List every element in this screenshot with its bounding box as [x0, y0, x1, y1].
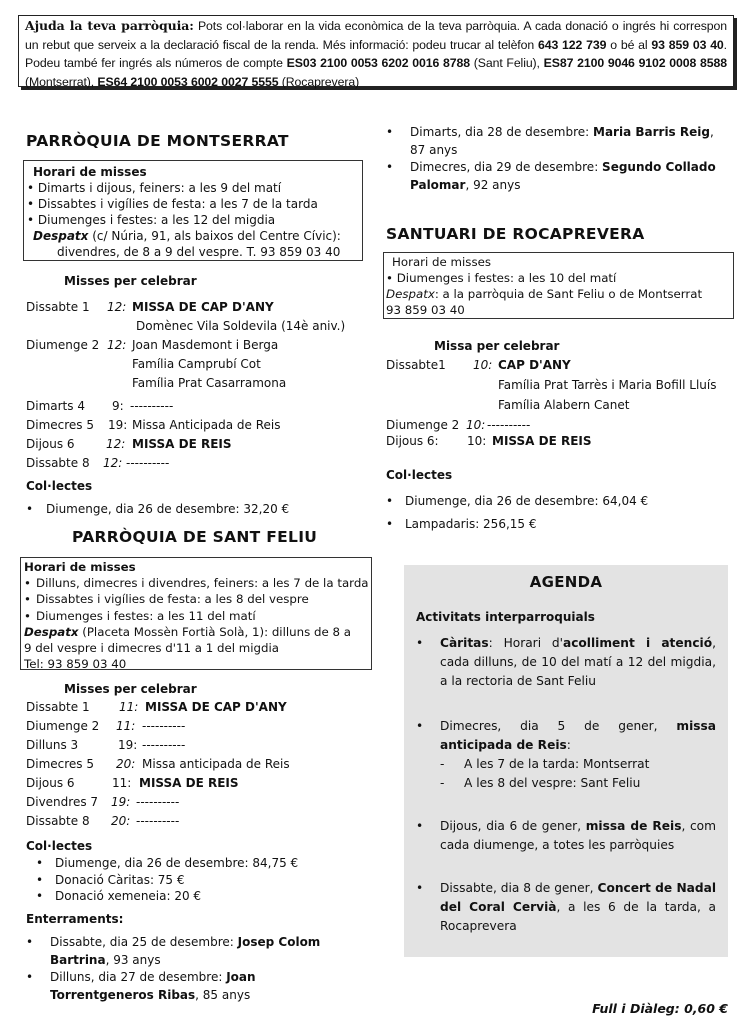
mass-time: 19:: [118, 738, 138, 752]
funeral-item: [386, 159, 736, 194]
collection-text: Donació xemeneia: 20 €: [55, 889, 202, 903]
montserrat-schedule-box: [23, 160, 363, 261]
agenda-subitem: [440, 774, 716, 793]
notice-text: . Podeu també fer ingrés als números de compte: [25, 37, 727, 70]
mass-intention: Missa Anticipada de Reis: [132, 418, 281, 432]
dash-icon: -: [440, 776, 445, 790]
office-phone: Tel: 93 859 03 40: [24, 657, 127, 672]
collection-text: Lampadaris: 256,15 €: [405, 517, 537, 531]
mass-time: 11:: [116, 719, 136, 733]
schedule-item: • Dissabtes i vigílies de festa: a les 7 de la tarda: [27, 197, 318, 211]
funeral-age: ,: [709, 125, 714, 139]
agenda-item-text: :: [566, 738, 571, 752]
schedule-item: [24, 608, 371, 624]
mass-row: [26, 338, 376, 357]
mass-row: [26, 757, 376, 776]
office-info: [24, 624, 371, 640]
funeral-name: Segundo Collado: [602, 160, 716, 174]
bullet-icon: •: [386, 160, 394, 174]
mass-intention: Missa anticipada de Reis: [142, 757, 290, 771]
mass-intention: Família Alabern Canet: [498, 398, 630, 412]
agenda-item: [416, 817, 716, 855]
agenda-item-text: Dimecres, dia 5 de gener,: [440, 719, 677, 733]
account-label: (Rocaprevera): [278, 74, 360, 89]
mass-day: Dijous 6: [26, 776, 75, 790]
mass-day: Dissabte 1: [26, 300, 90, 314]
notice-lead: Ajuda la teva parròquia:: [25, 18, 194, 33]
montserrat-masses-list: [26, 300, 376, 475]
funerals-list: [26, 934, 366, 1004]
notice-phone-1: 643 122 739: [537, 37, 607, 52]
bullet-icon: •: [26, 970, 34, 984]
mass-intention: ----------: [136, 795, 180, 809]
collection-item: [36, 872, 298, 889]
mass-intention: ----------: [126, 456, 170, 470]
account-rocaprevera: ES64 2100 0053 6002 0027 5555: [97, 74, 279, 89]
collection-text: Diumenge, dia 26 de desembre: 32,20 €: [46, 502, 290, 516]
funeral-name: Joan: [226, 970, 256, 984]
mass-time: 19:: [111, 795, 131, 809]
agenda-subitem-text: A les 8 del vespre: Sant Feliu: [464, 776, 641, 790]
bullet-icon: •: [24, 576, 31, 591]
agenda-item-bold: Concert de Nadal del Coral Cervià: [440, 881, 716, 914]
schedule-item: • Diumenges i festes: a les 10 del matí: [386, 271, 617, 285]
funeral-name: Josep Colom: [237, 935, 321, 949]
mass-intention: Domènec Vila Soldevila (14è aniv.): [136, 319, 346, 333]
santfeliu-collections-heading: Col·lectes: [26, 839, 93, 853]
bullet-icon: •: [416, 719, 424, 733]
mass-time: 12:: [107, 300, 127, 314]
schedule-heading: Horari de misses: [33, 165, 147, 179]
mass-row: [26, 795, 376, 814]
funeral-age: , 93 anys: [105, 952, 161, 967]
office-phone: 93 859 03 40: [386, 303, 465, 317]
collection-item: [386, 490, 648, 513]
mass-row: [26, 357, 376, 376]
rocaprevera-masses-list: [386, 358, 736, 450]
collection-item: [36, 888, 298, 905]
bullet-icon: •: [416, 881, 424, 895]
mass-row: [386, 358, 736, 378]
mass-intention: Família Prat Tarrès i Maria Bofill Lluís: [498, 378, 717, 392]
mass-row: [26, 300, 376, 319]
rocaprevera-schedule-box: [383, 252, 734, 319]
agenda-subitem: [440, 755, 716, 774]
collection-text: Donació Càritas: 75 €: [55, 872, 185, 887]
mass-row: [26, 418, 376, 437]
schedule-text: Dissabtes i vigílies de festa: a les 8 del vespre: [36, 592, 309, 607]
agenda-item-text: : Horari d': [488, 636, 563, 650]
office-hours: 9 del vespre i dimecres d'11 a 1 del migdia: [24, 641, 280, 656]
funeral-date: Dissabte, dia 25 de desembre:: [50, 935, 238, 949]
mass-day: Divendres 7: [26, 795, 99, 809]
schedule-item: • Diumenges i festes: a les 12 del migdia: [27, 213, 276, 227]
office-info: [27, 228, 362, 244]
montserrat-collections-heading: Col·lectes: [26, 479, 93, 493]
collection-item: [36, 855, 298, 872]
mass-time: 11:: [119, 700, 139, 714]
collection-item: [386, 513, 648, 536]
mass-intention: MISSA DE CAP D'ANY: [145, 700, 287, 714]
agenda-item-text: , a les 6 de la tarda, a Rocaprevera: [440, 900, 716, 933]
schedule-item: [24, 575, 371, 591]
bullet-icon: •: [36, 856, 44, 870]
schedule-text: Diumenges i festes: a les 11 del matí: [36, 608, 256, 623]
mass-row: [26, 738, 376, 757]
account-label: (Montserrat),: [25, 74, 98, 89]
schedule-item: • Dimarts i dijous, feiners: a les 9 del matí: [27, 181, 282, 195]
agenda-item-text: Dissabte, dia 8 de gener,: [440, 881, 598, 895]
office-info: [386, 286, 733, 302]
mass-row: [26, 437, 376, 456]
mass-time: 12:: [107, 338, 127, 352]
mass-time: 10:: [466, 418, 486, 432]
mass-time: 20:: [111, 814, 131, 828]
mass-time: 12:: [106, 437, 126, 451]
mass-row: [386, 434, 736, 450]
bullet-icon: •: [386, 494, 394, 508]
agenda-item-bold: Càritas: [440, 636, 489, 650]
agenda-title: AGENDA: [529, 573, 603, 591]
agenda-item-bold: missa de Reis: [585, 819, 682, 833]
mass-intention: Família Prat Casarramona: [132, 376, 287, 390]
mass-day: Dissabte1: [386, 358, 446, 372]
agenda-item: [416, 634, 716, 691]
office-label: Despatx: [33, 229, 89, 243]
mass-time: 19:: [108, 418, 128, 432]
mass-time: 12:: [103, 456, 123, 470]
funeral-name: Palomar: [410, 177, 466, 192]
bullet-icon: •: [26, 935, 34, 949]
mass-intention: ----------: [142, 719, 186, 733]
montserrat-title: PARRÒQUIA DE MONTSERRAT: [26, 132, 289, 150]
mass-row: [386, 378, 736, 398]
bullet-icon: •: [26, 502, 34, 516]
santfeliu-masses-list: [26, 700, 376, 833]
funeral-name: Maria Barris Reig: [593, 125, 710, 139]
mass-day: Diumenge 2: [26, 719, 100, 733]
bullet-icon: •: [36, 872, 44, 887]
office-text: : a la parròquia de Sant Feliu o de Montserrat: [434, 287, 703, 301]
schedule-heading: Horari de misses: [392, 255, 492, 269]
mass-row: [26, 399, 376, 418]
santfeliu-schedule-box: [20, 557, 372, 670]
agenda-item: [416, 717, 716, 793]
funeral-date: Dimarts, dia 28 de desembre:: [410, 125, 594, 139]
rocaprevera-collections-heading: Col·lectes: [386, 468, 453, 482]
agenda-item: [416, 879, 716, 936]
mass-day: Dissabte 8: [26, 814, 90, 828]
mass-day: Dissabte 1: [26, 700, 90, 714]
bullet-icon: •: [36, 889, 44, 903]
montserrat-masses-heading: Misses per celebrar: [64, 274, 197, 288]
bullet-icon: •: [24, 592, 31, 607]
agenda-box: [404, 565, 728, 957]
mass-row: [386, 418, 736, 434]
rocaprevera-masses-heading: Missa per celebrar: [434, 339, 560, 353]
funeral-age: , 85 anys: [195, 987, 251, 1002]
funeral-item: [386, 124, 736, 159]
office-label: Despatx: [386, 287, 435, 301]
bullet-icon: •: [24, 608, 31, 623]
agenda-item-bold: missa anticipada de Reis: [440, 719, 716, 752]
rocaprevera-title: SANTUARI DE ROCAPREVERA: [386, 225, 645, 243]
mass-intention: MISSA DE REIS: [492, 434, 592, 448]
rocaprevera-collections-list: [386, 490, 648, 536]
mass-day: Dimarts 4: [26, 399, 85, 413]
mass-day: Dimecres 5: [26, 757, 94, 771]
schedule-item: [24, 591, 371, 607]
mass-row: [26, 776, 376, 795]
donation-notice-box: [18, 15, 734, 87]
funerals-heading: Enterraments:: [26, 912, 124, 926]
mass-row: [26, 456, 376, 475]
office-hours: divendres, de 8 a 9 del vespre. T. 93 859 03 40: [57, 245, 341, 259]
notice-phone-2: 93 859 03 40: [651, 37, 724, 52]
mass-intention: Família Camprubí Cot: [132, 357, 261, 371]
agenda-item-text: , cada dilluns, de 10 del matí a 12 del migdia, a la rectoria de Sant Feliu: [440, 636, 716, 688]
mass-intention: MISSA DE REIS: [139, 776, 239, 790]
bulletin-price: Full i Diàleg: 0,60 €: [592, 1001, 728, 1016]
mass-intention: Joan Masdemont i Berga: [132, 338, 279, 352]
bullet-icon: •: [416, 636, 424, 650]
mass-row: [26, 814, 376, 833]
mass-intention: MISSA DE REIS: [132, 437, 232, 451]
office-text: (Placeta Mossèn Fortià Solà, 1): dilluns de 8 a: [78, 624, 351, 639]
mass-row: [26, 700, 376, 719]
mass-intention: ----------: [136, 814, 180, 828]
funeral-age: , 92 anys: [465, 177, 521, 192]
mass-intention: ----------: [142, 738, 186, 752]
office-label: Despatx: [24, 624, 79, 639]
funeral-item: [26, 969, 366, 1004]
funeral-age: 87 anys: [410, 142, 458, 157]
santfeliu-masses-heading: Misses per celebrar: [64, 682, 197, 696]
bullet-icon: •: [386, 517, 394, 531]
mass-day: Dissabte 8: [26, 456, 90, 470]
mass-day: Dimecres 5: [26, 418, 94, 432]
schedule-text: Dilluns, dimecres i divendres, feiners: a les 7 de la tarda: [36, 576, 369, 591]
notice-text: Pots col·laborar en la vida econòmica de la teva parròquia. A cada donació o ingrés hi correspon un rebut que serveix a la declaració fiscal de la renda. Més informació: podeu trucar al telèfon: [25, 19, 727, 52]
mass-intention: ----------: [130, 399, 174, 413]
mass-time: 10:: [467, 434, 487, 448]
agenda-item-text: Dijous, dia 6 de gener,: [440, 819, 586, 833]
collection-text: Diumenge, dia 26 de desembre: 84,75 €: [55, 856, 299, 870]
mass-time: 20:: [116, 757, 136, 771]
mass-day: Dijous 6:: [386, 434, 439, 448]
mass-time: 11:: [112, 776, 132, 790]
account-label: (Sant Feliu),: [469, 56, 540, 70]
mass-row: [26, 376, 376, 395]
mass-day: Dilluns 3: [26, 738, 79, 752]
agenda-subitem-text: A les 7 de la tarda: Montserrat: [464, 757, 650, 771]
collection-text: Diumenge, dia 26 de desembre: 64,04 €: [405, 494, 649, 508]
account-montserrat: ES87 2100 9046 9102 0008 8588: [543, 56, 727, 70]
santfeliu-title: PARRÒQUIA DE SANT FELIU: [72, 528, 318, 546]
mass-intention: CAP D'ANY: [498, 358, 571, 372]
funeral-name: Torrentgeneros Ribas: [50, 987, 196, 1002]
mass-time: 9:: [112, 399, 124, 413]
notice-text: o bé al: [606, 37, 652, 52]
agenda-subtitle: Activitats interparroquials: [416, 610, 595, 624]
mass-row: [26, 319, 376, 338]
dash-icon: -: [440, 757, 445, 771]
agenda-item-bold: acolliment i atenció: [562, 636, 713, 650]
funeral-date: Dimecres, dia 29 de desembre:: [410, 160, 603, 174]
collection-item: [26, 500, 289, 518]
funerals-list-continued: [386, 124, 736, 194]
mass-intention: ----------: [487, 418, 531, 432]
santfeliu-collections-list: [36, 855, 298, 905]
mass-time: 10:: [473, 358, 493, 372]
bullet-icon: •: [416, 819, 424, 833]
account-santfeliu: ES03 2100 0053 6202 0016 8788: [286, 56, 470, 70]
mass-row: [386, 398, 736, 418]
bullet-icon: •: [386, 125, 394, 139]
mass-day: Diumenge 2: [386, 418, 460, 432]
mass-intention: MISSA DE CAP D'ANY: [132, 300, 274, 314]
mass-day: Diumenge 2: [26, 338, 100, 352]
office-text: (c/ Núria, 91, als baixos del Centre Cívic):: [88, 229, 341, 243]
funeral-date: Dilluns, dia 27 de desembre:: [50, 970, 227, 984]
mass-row: [26, 719, 376, 738]
mass-day: Dijous 6: [26, 437, 75, 451]
funeral-name: Bartrina: [50, 952, 106, 967]
agenda-item-text: , com cada diumenge, a totes les parròquies: [440, 819, 717, 852]
funeral-item: [26, 934, 366, 969]
schedule-heading: Horari de misses: [24, 560, 136, 574]
